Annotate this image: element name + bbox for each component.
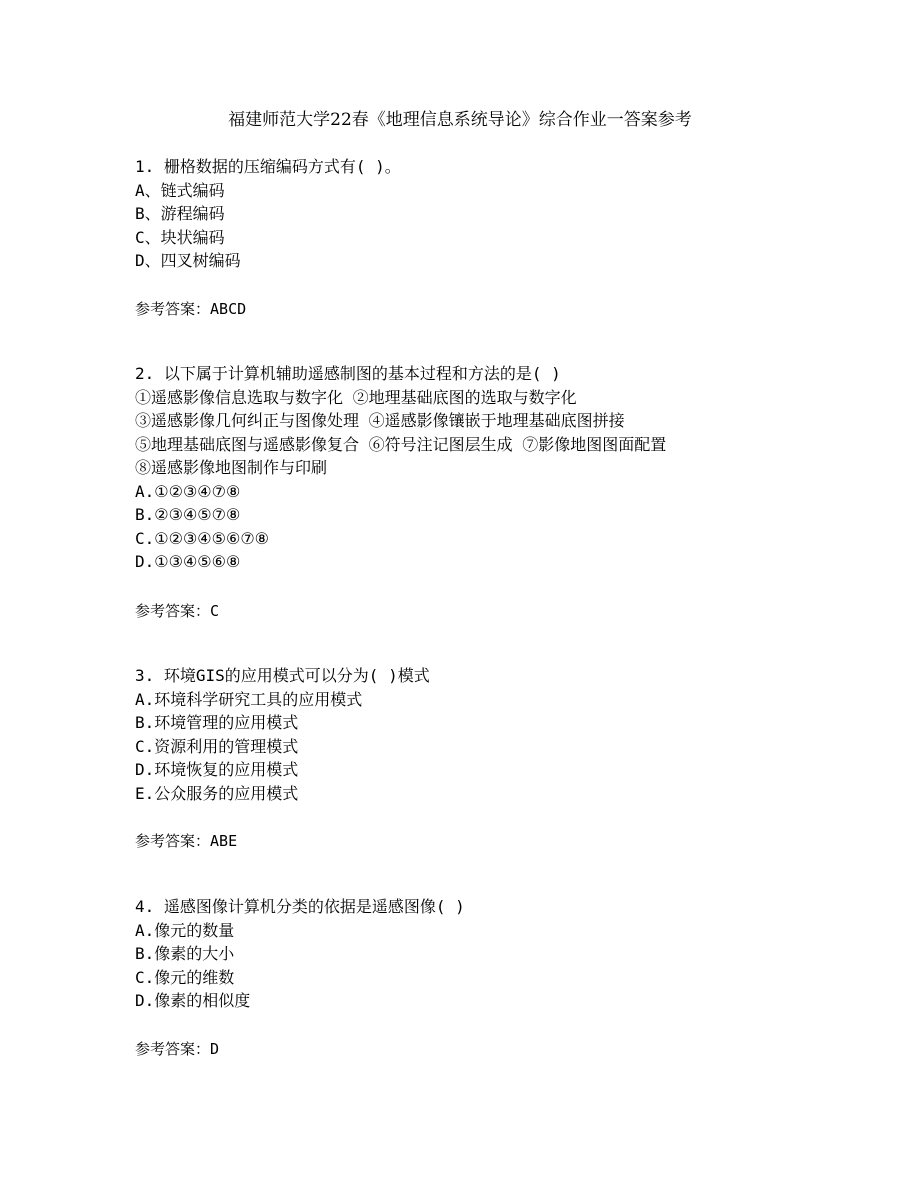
answer-value: ABCD <box>210 299 247 318</box>
reference-answer <box>135 600 875 622</box>
option-a: A、链式编码 <box>135 180 225 200</box>
question-4 <box>135 895 875 1060</box>
question-stem: 2. 以下属于计算机辅助遥感制图的基本过程和方法的是( ) <box>135 364 561 383</box>
option-b: B.像素的大小 <box>135 944 235 963</box>
reference-answer <box>135 298 875 320</box>
option-d: D.像素的相似度 <box>135 991 251 1010</box>
option-d: D、四叉树编码 <box>135 251 241 270</box>
answer-label: 参考答案： <box>135 832 211 850</box>
answer-label: 参考答案： <box>135 1039 211 1058</box>
option-e: E.公众服务的应用模式 <box>135 783 299 803</box>
option-a: A.像元的数量 <box>135 920 235 940</box>
answer-label: 参考答案： <box>135 299 211 318</box>
question-stem: 4. 遥感图像计算机分类的依据是遥感图像( ) <box>135 897 465 916</box>
option-a: A.环境科学研究工具的应用模式 <box>135 689 363 709</box>
document-title: 福建师范大学22春《地理信息系统导论》综合作业一答案参考 <box>228 110 692 130</box>
option-c: C.①②③④⑤⑥⑦⑧ <box>135 528 270 548</box>
question-3 <box>135 664 875 852</box>
option-d: D.环境恢复的应用模式 <box>135 760 299 779</box>
option-d: D.①③④⑤⑥⑧ <box>135 552 241 571</box>
reference-answer <box>135 830 875 852</box>
process-step-line: ⑧遥感影像地图制作与印刷 <box>135 458 328 477</box>
process-step-line: ③遥感影像几何纠正与图像处理 ④遥感影像镶嵌于地理基础底图拼接 <box>135 411 625 430</box>
answer-value: ABE <box>210 832 238 850</box>
process-step-line: ①遥感影像信息选取与数字化 ②地理基础底图的选取与数字化 <box>135 387 577 407</box>
question-stem: 3. 环境GIS的应用模式可以分为( )模式 <box>135 666 430 685</box>
process-step-line: ⑤地理基础底图与遥感影像复合 ⑥符号注记图层生成 ⑦影像地图图面配置 <box>135 434 667 454</box>
option-a: A.①②③④⑦⑧ <box>135 481 241 501</box>
reference-answer <box>135 1038 875 1060</box>
option-c: C.资源利用的管理模式 <box>135 736 299 756</box>
option-c: C、块状编码 <box>135 227 225 247</box>
question-2 <box>135 362 875 622</box>
option-b: B.②③④⑤⑦⑧ <box>135 505 241 524</box>
answer-label: 参考答案： <box>135 601 211 620</box>
question-1 <box>135 155 875 320</box>
option-c: C.像元的维数 <box>135 967 235 987</box>
option-b: B.环境管理的应用模式 <box>135 713 299 732</box>
answer-value: D <box>210 1039 220 1058</box>
question-stem: 1. 栅格数据的压缩编码方式有( )。 <box>135 157 401 176</box>
option-b: B、游程编码 <box>135 204 225 223</box>
answer-value: C <box>210 601 220 620</box>
